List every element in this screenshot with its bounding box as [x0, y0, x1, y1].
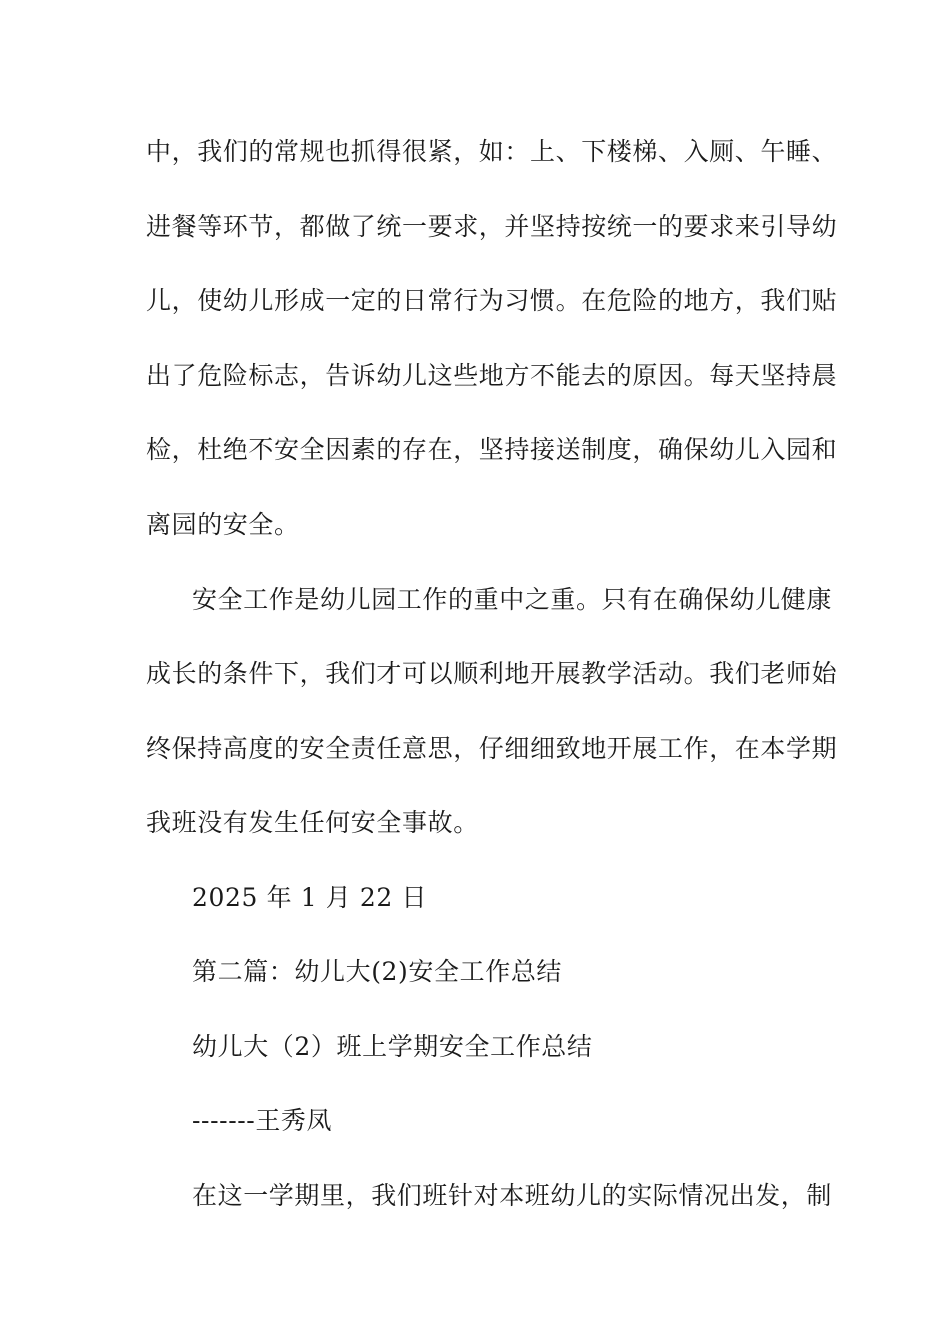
paragraph-line: 检，杜绝不安全因素的存在，坚持接送制度，确保幼儿入园和	[146, 435, 838, 464]
date-line: 2025 年 1 月 22 日	[192, 883, 428, 912]
paragraph-line: 儿，使幼儿形成一定的日常行为习惯。在危险的地方，我们贴	[146, 286, 838, 315]
document-subtitle: 幼儿大（2）班上学期安全工作总结	[192, 1032, 593, 1061]
paragraph-line: 终保持高度的安全责任意思，仔细细致地开展工作，在本学期	[146, 734, 838, 763]
paragraph-line: 在这一学期里，我们班针对本班幼儿的实际情况出发，制	[192, 1181, 833, 1210]
paragraph-line: 中，我们的常规也抓得很紧，如：上、下楼梯、入厕、午睡、	[146, 137, 838, 166]
paragraph-line: 我班没有发生任何安全事故。	[146, 808, 479, 837]
paragraph-line: 安全工作是幼儿园工作的重中之重。只有在确保幼儿健康	[192, 585, 833, 614]
paragraph-line: 进餐等环节，都做了统一要求，并坚持按统一的要求来引导幼	[146, 212, 838, 241]
paragraph-line: 出了危险标志，告诉幼儿这些地方不能去的原因。每天坚持晨	[146, 361, 838, 390]
paragraph-line: 离园的安全。	[146, 510, 300, 539]
author-line: -------王秀凤	[192, 1106, 333, 1135]
section-heading: 第二篇：幼儿大(2)安全工作总结	[192, 957, 563, 986]
paragraph-line: 成长的条件下，我们才可以顺利地开展教学活动。我们老师始	[146, 659, 838, 688]
